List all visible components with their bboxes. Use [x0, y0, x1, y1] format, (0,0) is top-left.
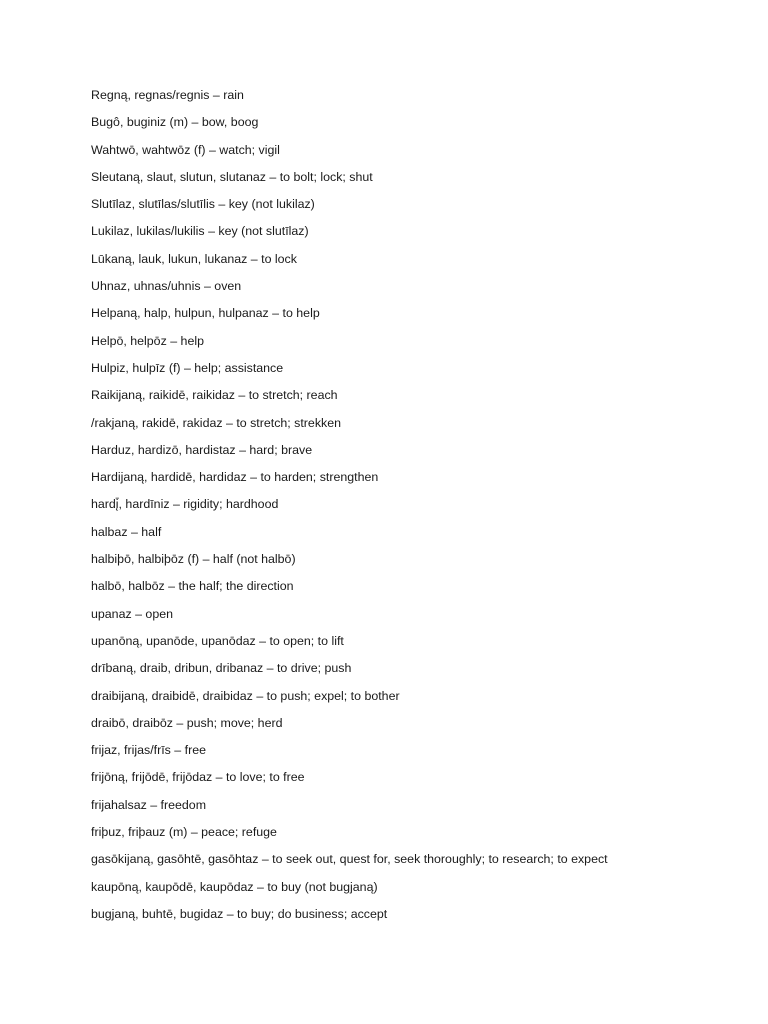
vocabulary-entry: draibō, draibōz – push; move; herd: [91, 715, 283, 730]
vocabulary-entry: friþuz, friþauz (m) – peace; refuge: [91, 825, 277, 840]
vocabulary-entry: Helpaną, halp, hulpun, hulpanaz – to help: [91, 306, 320, 321]
vocabulary-entry: Regną, regnas/regnis – rain: [91, 88, 244, 102]
vocabulary-entry: hardį̄, hardīniz – rigidity; hardhood: [91, 497, 279, 512]
vocabulary-entry: draibijaną, draibidē, draibidaz – to push; expel; to bother: [91, 688, 400, 703]
vocabulary-entry: Raikijaną, raikidē, raikidaz – to stretch; reach: [91, 388, 338, 403]
vocabulary-entry: drībaną, draib, dribun, dribanaz – to drive; push: [91, 661, 352, 676]
vocabulary-entry: halbaz – half: [91, 524, 162, 539]
vocabulary-entry: gasōkijaną, gasōhtē, gasōhtaz – to seek out, quest for, seek thoroughly; to research; to expect: [91, 852, 608, 867]
vocabulary-entry: Harduz, hardizō, hardistaz – hard; brave: [91, 442, 313, 457]
vocabulary-entry: Hardijaną, hardidē, hardidaz – to harden; strengthen: [91, 470, 379, 485]
vocabulary-entry: Hulpiz, hulpīz (f) – help; assistance: [91, 360, 284, 375]
vocabulary-entry: Lukilaz, lukilas/lukilis – key (not slutīlaz): [91, 224, 309, 239]
vocabulary-entry: halbō, halbōz – the half; the direction: [91, 579, 294, 594]
vocabulary-entry: /rakjaną, rakidē, rakidaz – to stretch; strekken: [91, 415, 341, 430]
vocabulary-entry: frijōną, frijōdē, frijōdaz – to love; to free: [91, 770, 305, 785]
vocabulary-entry: Uhnaz, uhnas/uhnis – oven: [91, 279, 242, 294]
vocabulary-entry: frijaz, frijas/frīs – free: [91, 743, 206, 758]
vocabulary-entry: kaupōną, kaupōdē, kaupōdaz – to buy (not bugjaną): [91, 879, 378, 894]
vocabulary-entry: Wahtwō, wahtwōz (f) – watch; vigil: [91, 142, 280, 157]
vocabulary-entry: upanaz – open: [91, 606, 173, 621]
vocabulary-entry: bugjaną, buhtē, bugidaz – to buy; do business; accept: [91, 906, 388, 921]
vocabulary-entry: Slutīlaz, slutīlas/slutīlis – key (not lukilaz): [91, 197, 315, 212]
vocabulary-entry: Bugô, buginiz (m) – bow, boog: [91, 115, 259, 130]
vocabulary-entry: halbiþō, halbiþōz (f) – half (not halbō): [91, 552, 296, 567]
vocabulary-entry: frijahalsaz – freedom: [91, 797, 207, 812]
vocabulary-list: [91, 86, 751, 932]
vocabulary-entry: Helpō, helpōz – help: [91, 333, 204, 348]
vocabulary-entry: upanōną, upanōde, upanōdaz – to open; to lift: [91, 633, 344, 648]
vocabulary-entry: Sleutaną, slaut, slutun, slutanaz – to bolt; lock; shut: [91, 169, 373, 184]
vocabulary-entry: Lūkaną, lauk, lukun, lukanaz – to lock: [91, 251, 297, 266]
